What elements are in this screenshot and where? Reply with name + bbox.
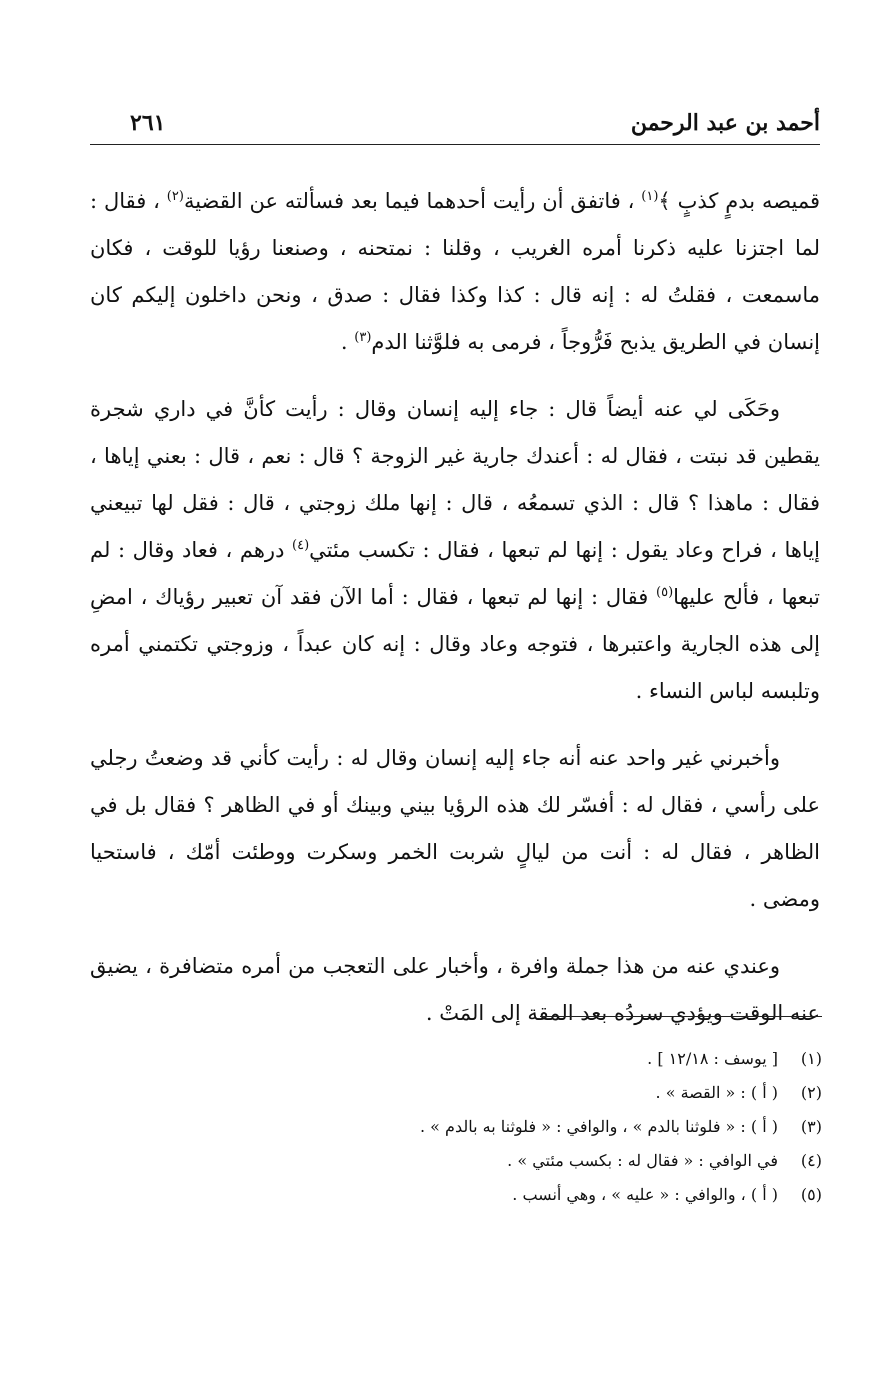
- footnote-divider: [540, 1016, 822, 1017]
- footnote-text: ( أ ) : « فلوثنا بالدم » ، والوافي : « فلوثنا به بالدم » .: [419, 1117, 778, 1136]
- paragraph-2-part-1: وحَكَى لي عنه أيضاً قال : جاء إليه إنسان وقال : رأيت كأنَّ في داري شجرة يقطين قد نبتت ، فقال له : أعندك جارية غير الزوجة ؟ قال : نعم ، قال : بعني إياها ، فقال : ماهذا ؟ قال : الذي تسمعُه ، قال : إنها ملك زوجتي ، قال : فقل لها تبيعني إياها ، فراح وعاد يقول : إنها لم تبعها ، فقال : تكسب مئتي: [90, 397, 821, 562]
- footnote-item: [300, 1144, 822, 1178]
- page-header: [90, 108, 820, 145]
- footnote-number: (٤): [800, 1151, 822, 1170]
- paragraph-1-part-2: ، فاتفق أن رأيت أحدهما فيما بعد فسألته عن القضية: [183, 189, 642, 213]
- paragraph-1-part-4: .: [340, 330, 355, 354]
- footnote-item: [300, 1042, 822, 1076]
- footnote-item: [300, 1178, 822, 1212]
- footnote-ref-3: (٣): [354, 330, 372, 345]
- footnote-number: (١): [800, 1049, 822, 1068]
- footnote-number: (٥): [800, 1185, 822, 1204]
- paragraph-1: [90, 178, 820, 366]
- paragraph-2-part-3: فقال : إنها لم تبعها ، فقال : أما الآن فقد آن تعبير رؤياك ، امضِ إلى هذه الجارية واعتبرها ، فتوجه وعاد وقال : إنه كان عبداً ، وزوجتي تكتمني أمره وتلبسه لباس النساء .: [90, 585, 820, 703]
- footnote-number: (٣): [800, 1117, 822, 1136]
- paragraph-2: [90, 386, 820, 715]
- paragraph-4: وعندي عنه من هذا جملة وافرة ، وأخبار على التعجب من أمره متضافرة ، يضيق عنه الوقت ويؤدي سردُه بعد المقة إلى المَتْ .: [90, 954, 820, 1025]
- footnote-text: ( أ ) : « القصة » .: [655, 1083, 778, 1102]
- paragraph-1-part-1: قميصه بدمٍ كذبٍ ﴾: [658, 189, 820, 213]
- footnote-ref-1: (١): [641, 189, 659, 204]
- paragraph-2-part-2: درهم ، فعاد وقال : لم تبعها ، فألح عليها: [90, 538, 820, 609]
- main-text: [90, 178, 820, 1057]
- footnote-ref-4: (٤): [292, 538, 310, 553]
- footnote-text: [ يوسف : ١٢/١٨ ] .: [647, 1049, 778, 1068]
- footnotes-section: [300, 1042, 822, 1212]
- footnote-text: ( أ ) ، والوافي : « عليه » ، وهي أنسب .: [512, 1185, 778, 1204]
- footnote-ref-5: (٥): [656, 585, 674, 600]
- paragraph-3: وأخبرني غير واحد عنه أنه جاء إليه إنسان وقال له : رأيت كأني قد وضعتُ رجلي على رأسي ، فقال له : أفسّر لك هذه الرؤيا بيني وبينك أو في الظاهر ؟ فقال بل في الظاهر ، فقال له : أنت من ليالٍ شربت الخمر وسكرت ووطئت أمّك ، فاستحيا ومضى .: [90, 746, 820, 911]
- footnote-text: في الوافي : « فقال له : بكسب مئتي » .: [507, 1151, 778, 1170]
- paragraph-1-part-3: ، فقال : لما اجتزنا عليه ذكرنا أمره الغريب ، وقلنا : نمتحنه ، وصنعنا رؤيا للوقت ، فكان ماسمعت ، فقلتُ له : إنه قال : كذا وكذا فقال : صدق ، ونحن داخلون إليكم كان إنسان في الطريق يذبح فَرُّوجاً ، فرمى به فلوَّثنا الدم: [90, 189, 820, 354]
- running-title: أحمد بن عبد الرحمن: [630, 110, 820, 136]
- footnote-item: [300, 1076, 822, 1110]
- footnote-ref-2: (٢): [166, 189, 184, 204]
- page-number: ٢٦١: [130, 110, 166, 136]
- footnote-item: [300, 1110, 822, 1144]
- footnote-number: (٢): [800, 1083, 822, 1102]
